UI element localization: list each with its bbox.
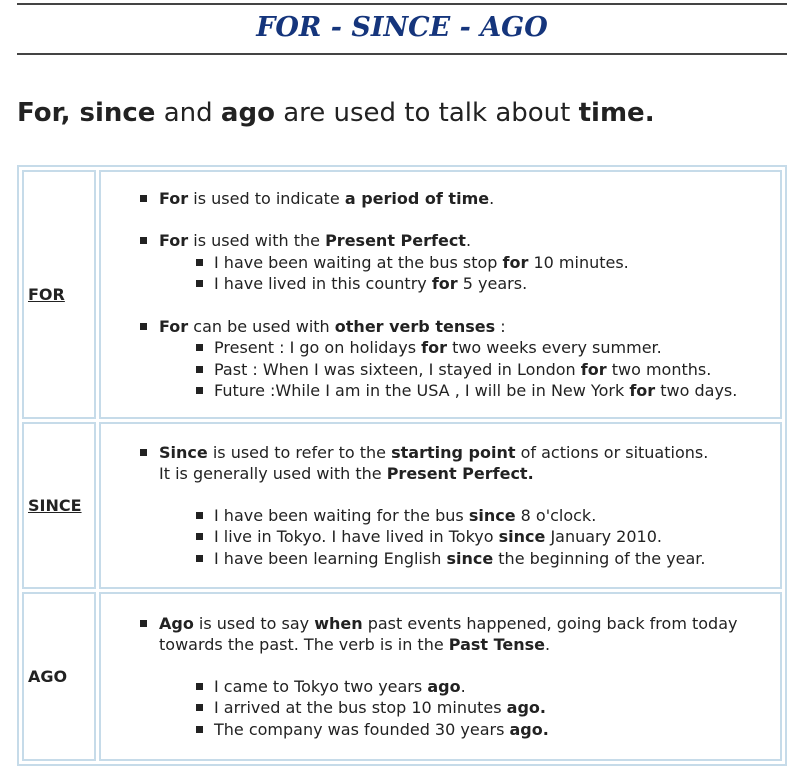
list-item: For can be used with other verb tenses : Present : I go on holidays for two weeks every summer. Past : When I was sixteen, I stayed in London for two months. Future :While I am in the USA , I will be in New York for two days.: [159, 316, 780, 402]
since-row: [22, 422, 782, 589]
ago-row: [22, 592, 782, 761]
list-item: Since is used to refer to the starting point of actions or situations. It is generally used with the Present Perfect. I have been waiting for the bus since 8 o'clock. I live in Tokyo. I have lived in Tokyo since January 2010. I have been learning English since the beginning of the year.: [159, 442, 780, 570]
headline: For, since and ago are used to talk about time.: [17, 98, 655, 128]
example-item: Past : When I was sixteen, I stayed in London for two months.: [214, 359, 780, 381]
list-item: For is used to indicate a period of time.: [159, 188, 780, 210]
ago-label-cell: [22, 592, 96, 761]
since-label: SINCE: [28, 496, 82, 515]
top-rule: [17, 3, 787, 5]
example-item: The company was founded 30 years ago.: [214, 719, 780, 741]
since-content: [99, 422, 782, 589]
list-item: For is used with the Present Perfect. I have been waiting at the bus stop for 10 minutes. I have lived in this country for 5 years.: [159, 230, 780, 295]
example-item: I have been waiting for the bus since 8 o'clock.: [214, 505, 780, 527]
example-item: I have been waiting at the bus stop for 10 minutes.: [214, 252, 780, 274]
page-title: FOR - SINCE - AGO: [256, 12, 548, 43]
example-item: I came to Tokyo two years ago.: [214, 676, 780, 698]
ago-content: [99, 592, 782, 761]
for-label-cell: [22, 170, 96, 419]
for-content: [99, 170, 782, 419]
example-item: I arrived at the bus stop 10 minutes ago.: [214, 697, 780, 719]
since-label-cell: [22, 422, 96, 589]
example-item: Present : I go on holidays for two weeks every summer.: [214, 337, 780, 359]
title-rule: [17, 53, 787, 55]
example-item: I live in Tokyo. I have lived in Tokyo since January 2010.: [214, 526, 780, 548]
list-item: Ago is used to say when past events happened, going back from today towards the past. The verb is in the Past Tense. I came to Tokyo two years ago. I arrived at the bus stop 10 minutes ago. The company was founded 30 years ago.: [159, 613, 780, 741]
example-item: I have lived in this country for 5 years.: [214, 273, 780, 295]
ago-label: AGO: [28, 667, 68, 686]
usage-table: [17, 165, 787, 766]
example-item: Future :While I am in the USA , I will be in New York for two days.: [214, 380, 780, 402]
example-item: I have been learning English since the beginning of the year.: [214, 548, 780, 570]
for-row: [22, 170, 782, 419]
for-label: FOR: [28, 285, 65, 304]
